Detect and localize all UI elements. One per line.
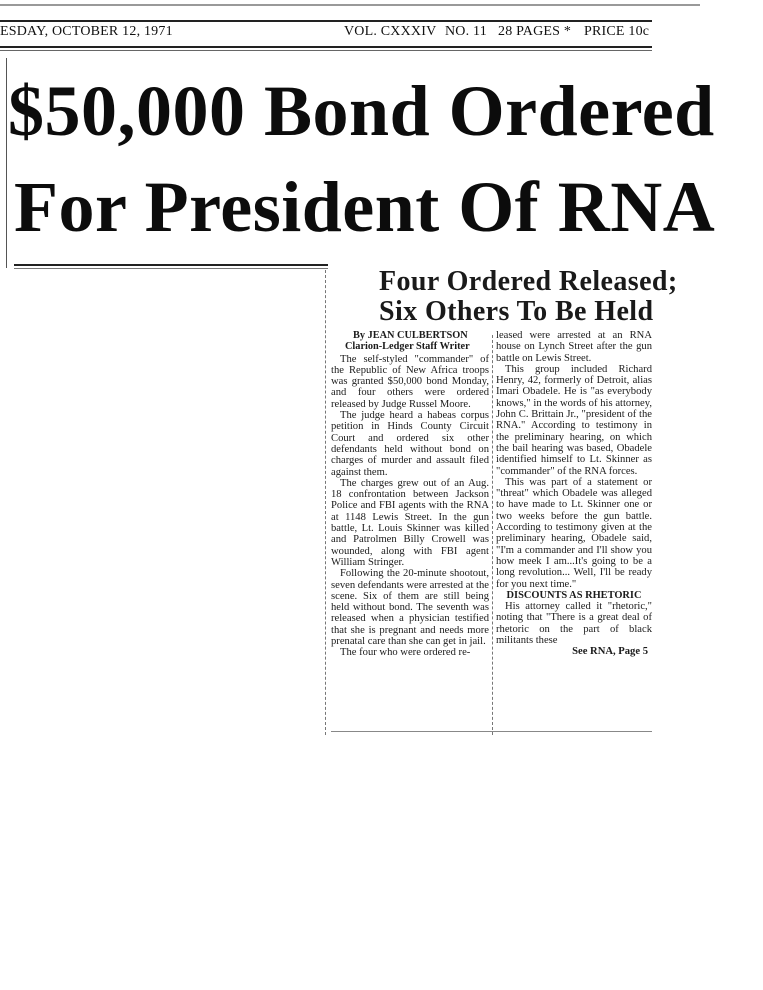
paragraph: This group included Richard Henry, 42, formerly of Detroit, alias Imari Obadele. He is "as everybody knows," in the words of his attorney, John C. Brittain Jr., "president of the RNA." According to testimony in the preliminary hearing, on which the bail hearing was based, Obadele identified himself to Lt. Skinner as "commander" of the RNA forces. xyxy=(496,363,652,477)
article-column-2 xyxy=(496,330,652,658)
byline: By JEAN CULBERTSON xyxy=(353,330,468,341)
headline-line-1: $50,000 Bond Ordered xyxy=(8,71,715,151)
paragraph: The self-styled "commander" of the Republic of New Africa troops was granted $50,000 bond Monday, and four others were ordered released by Judge Russel Moore. xyxy=(331,353,489,410)
top-rule xyxy=(0,4,700,6)
headline-rule-thin xyxy=(14,268,328,269)
paragraph: This was part of a statement or "threat" which Obadele was alleged to have made to Lt. Skinner one or two weeks before the gun battle. According to testimony given at the preliminary hearing, Obadele said, "I'm a commander and I'll show you how meek I am...It's going to be a long revolution... Well, I'll be ready for you next time." xyxy=(496,476,652,590)
masthead-dateline xyxy=(0,22,660,42)
issue-volume: VOL. CXXXIV xyxy=(344,24,437,39)
paragraph: Following the 20-minute shootout, seven defendants were arrested at the scene. Six of them are still being held without bond. The seventh was released when a physician testified that she is pregnant and needs more prenatal care than she can get in jail. xyxy=(331,568,489,648)
paragraph: The charges grew out of an Aug. 18 confrontation between Jackson Police and FBI agents with the RNA at 1148 Lewis Street. In the gun battle, Lt. Louis Skinner was killed and Patrolmen Billy Crowell was wounded, along with FBI agent William Stringer. xyxy=(331,477,489,568)
price: PRICE 10c xyxy=(584,24,650,39)
article-bottom-rule xyxy=(331,731,652,732)
page-count: 28 PAGES * xyxy=(498,24,572,39)
issue-date: ESDAY, OCTOBER 12, 1971 xyxy=(0,24,173,39)
left-edge-rule xyxy=(6,58,7,268)
article-column-1 xyxy=(331,330,489,659)
masthead-rule-bottom-thin xyxy=(0,50,652,51)
continued-on-link[interactable]: See RNA, Page 5 xyxy=(572,646,648,658)
masthead-rule-bottom xyxy=(0,46,652,48)
subheadline-line-1: Four Ordered Released; xyxy=(379,266,678,297)
issue-number: NO. 11 xyxy=(445,24,487,39)
paragraph: leased were arrested at an RNA house on Lynch Street after the gun battle on Lewis Street. xyxy=(496,330,652,364)
staff-credit: Clarion-Ledger Staff Writer xyxy=(345,341,470,353)
section-subhead: DISCOUNTS AS RHETORIC xyxy=(506,589,642,601)
column-divider xyxy=(492,335,493,735)
paragraph: The four who were ordered re- xyxy=(340,647,471,659)
headline-rule xyxy=(14,264,328,266)
paragraph: His attorney called it "rhetoric," noting that "There is a great deal of rhetoric on the part of black militants these xyxy=(496,601,652,647)
subheadline-line-2: Six Others To Be Held xyxy=(379,296,654,327)
article-left-rule xyxy=(325,270,326,735)
headline-line-2: For President Of RNA xyxy=(14,167,716,247)
paragraph: The judge heard a habeas corpus petition in Hinds County Circuit Court and ordered six other defendants held without bond on charges of murder and assault filed against them. xyxy=(331,410,489,478)
